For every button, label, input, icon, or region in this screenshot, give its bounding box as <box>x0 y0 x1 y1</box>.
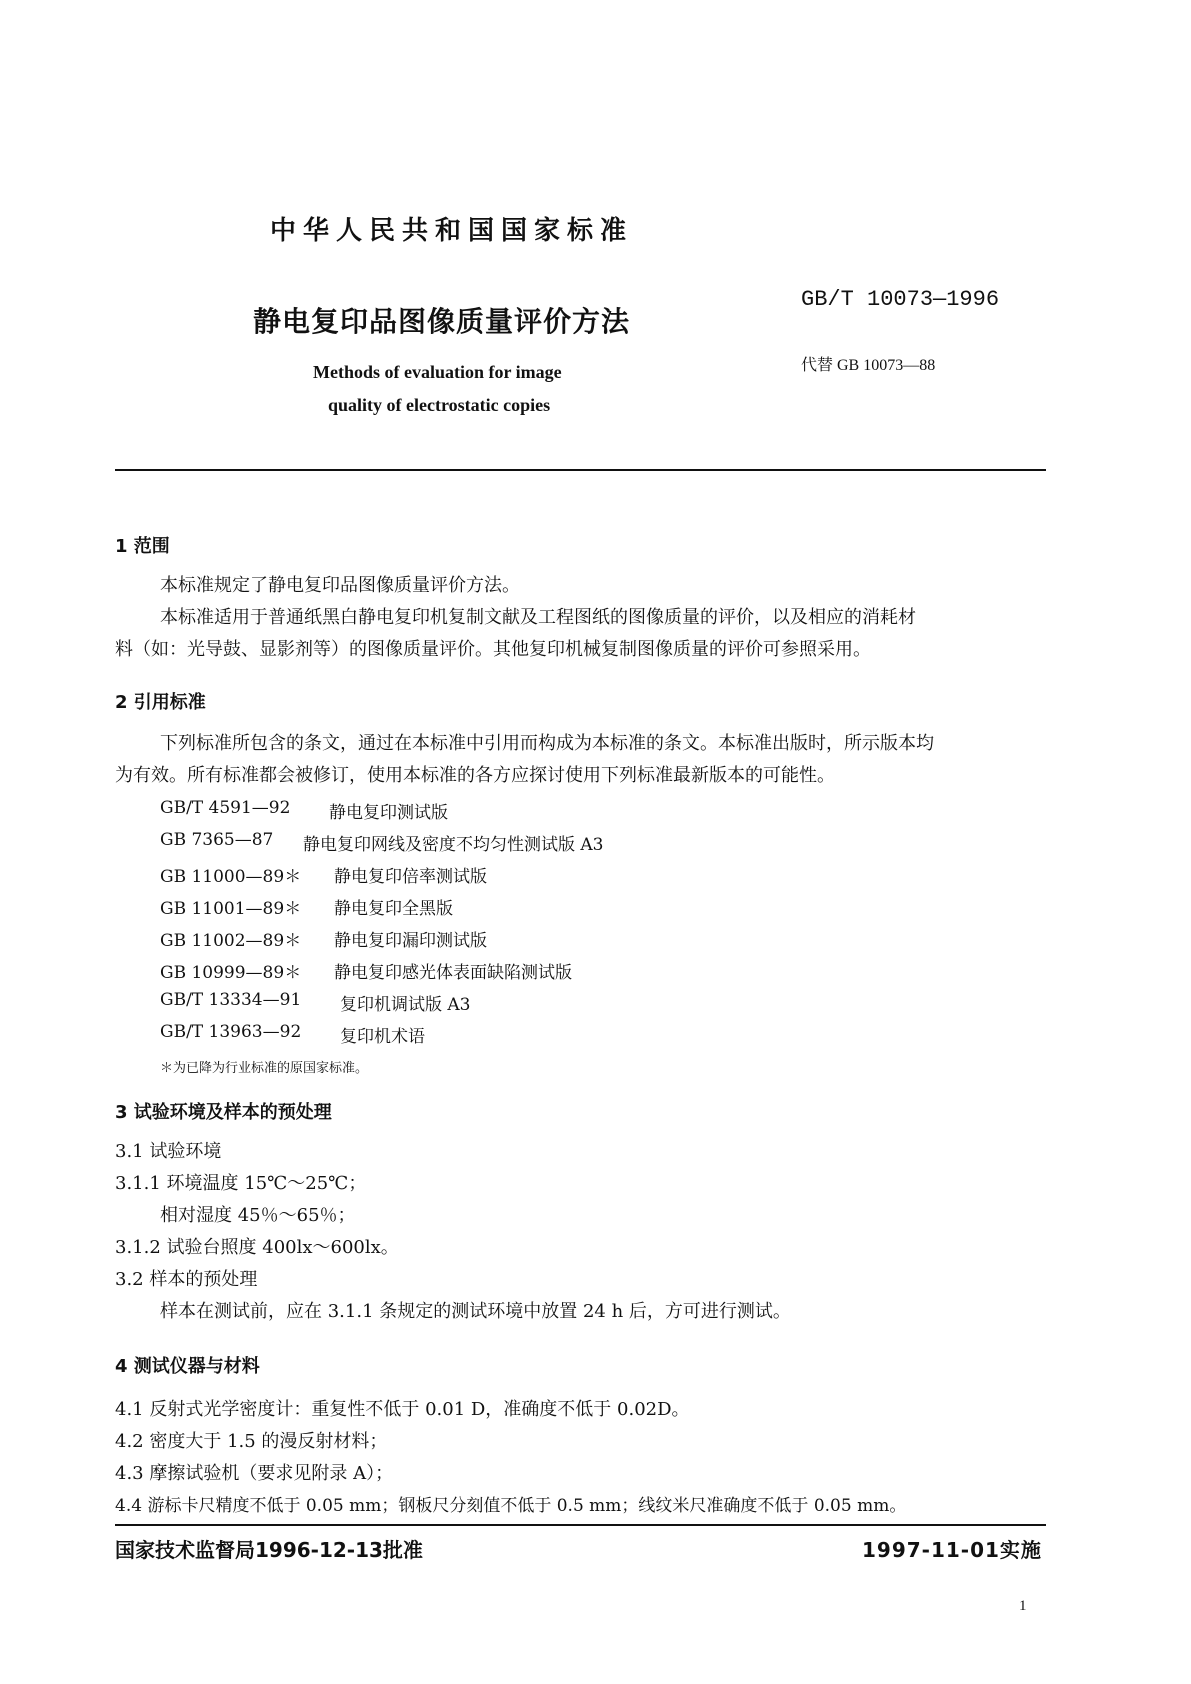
document-title-en-line1: Methods of evaluation for image <box>313 362 562 382</box>
section-3-heading: 3 试验环境及样本的预处理 <box>115 1102 332 1123</box>
footer-divider <box>115 1524 1046 1526</box>
standard-number: GB/T 10073—1996 <box>801 287 1000 312</box>
reference-code: GB/T 13334—91 <box>160 990 302 1010</box>
clause-3-1-1: 3.1.1 环境温度 15℃～25℃； <box>115 1173 367 1194</box>
reference-name: 静电复印网线及密度不均匀性测试版 A3 <box>303 835 604 855</box>
document-title-en-line2: quality of electrostatic copies <box>328 395 551 415</box>
approval-line: 国家技术监督局1996-12-13批准 <box>115 1538 423 1562</box>
header-divider <box>115 469 1046 471</box>
reference-code: GB 10999—89＊ <box>160 963 302 983</box>
section-1-heading: 1 范围 <box>115 536 170 557</box>
clause-4-1: 4.1 反射式光学密度计：重复性不低于 0.01 D，准确度不低于 0.02D。 <box>115 1399 690 1420</box>
reference-name: 复印机术语 <box>340 1027 425 1047</box>
reference-name: 静电复印倍率测试版 <box>334 867 487 887</box>
reference-code: GB/T 4591—92 <box>160 798 291 818</box>
section-1-para-2-line-2: 料（如：光导鼓、显影剂等）的图像质量评价。其他复印机械复制图像质量的评价可参照采用。 <box>115 639 871 660</box>
reference-code: GB/T 13963—92 <box>160 1022 302 1042</box>
page-number: 1 <box>1019 1598 1027 1614</box>
clause-3-1-2: 3.1.2 试验台照度 400lx～600lx。 <box>115 1237 399 1258</box>
reference-name: 静电复印漏印测试版 <box>334 931 487 951</box>
national-standard-heading: 中华人民共和国国家标准 <box>270 216 634 246</box>
section-1-para-2-line-1: 本标准适用于普通纸黑白静电复印机复制文献及工程图纸的图像质量的评价，以及相应的消耗材 <box>160 607 916 628</box>
reference-name: 静电复印全黑版 <box>334 899 453 919</box>
reference-footnote: ＊为已降为行业标准的原国家标准。 <box>160 1061 369 1076</box>
section-4-heading: 4 测试仪器与材料 <box>115 1356 260 1377</box>
document-title-cn: 静电复印品图像质量评价方法 <box>253 305 631 338</box>
clause-3-1: 3.1 试验环境 <box>115 1141 222 1162</box>
clause-3-2-text: 样本在测试前，应在 3.1.1 条规定的测试环境中放置 24 h 后，方可进行测试。 <box>160 1301 791 1322</box>
clause-3-1-1-humidity: 相对湿度 45％～65％； <box>160 1205 356 1226</box>
reference-name: 静电复印测试版 <box>329 803 448 823</box>
clause-4-4: 4.4 游标卡尺精度不低于 0.05 mm；钢板尺分刻值不低于 0.5 mm；线纹米尺准确度不低于 0.05 mm。 <box>115 1496 907 1516</box>
implementation-date: 1997-11-01实施 <box>862 1538 1042 1562</box>
reference-code: GB 11002—89＊ <box>160 931 302 951</box>
replaces-note: 代替 GB 10073—88 <box>801 357 936 374</box>
section-1-para-1: 本标准规定了静电复印品图像质量评价方法。 <box>160 575 520 596</box>
clause-3-2: 3.2 样本的预处理 <box>115 1269 258 1290</box>
section-2-para-line-1: 下列标准所包含的条文，通过在本标准中引用而构成为本标准的条文。本标准出版时，所示版本均 <box>160 733 934 754</box>
reference-name: 复印机调试版 A3 <box>340 995 471 1015</box>
reference-name: 静电复印感光体表面缺陷测试版 <box>334 963 572 983</box>
clause-4-2: 4.2 密度大于 1.5 的漫反射材料； <box>115 1431 388 1452</box>
section-2-heading: 2 引用标准 <box>115 692 206 713</box>
reference-code: GB 7365—87 <box>160 830 274 850</box>
reference-code: GB 11000—89＊ <box>160 867 302 887</box>
reference-code: GB 11001—89＊ <box>160 899 302 919</box>
section-2-para-line-2: 为有效。所有标准都会被修订，使用本标准的各方应探讨使用下列标准最新版本的可能性。 <box>115 765 835 786</box>
clause-4-3: 4.3 摩擦试验机（要求见附录 A）； <box>115 1463 394 1484</box>
